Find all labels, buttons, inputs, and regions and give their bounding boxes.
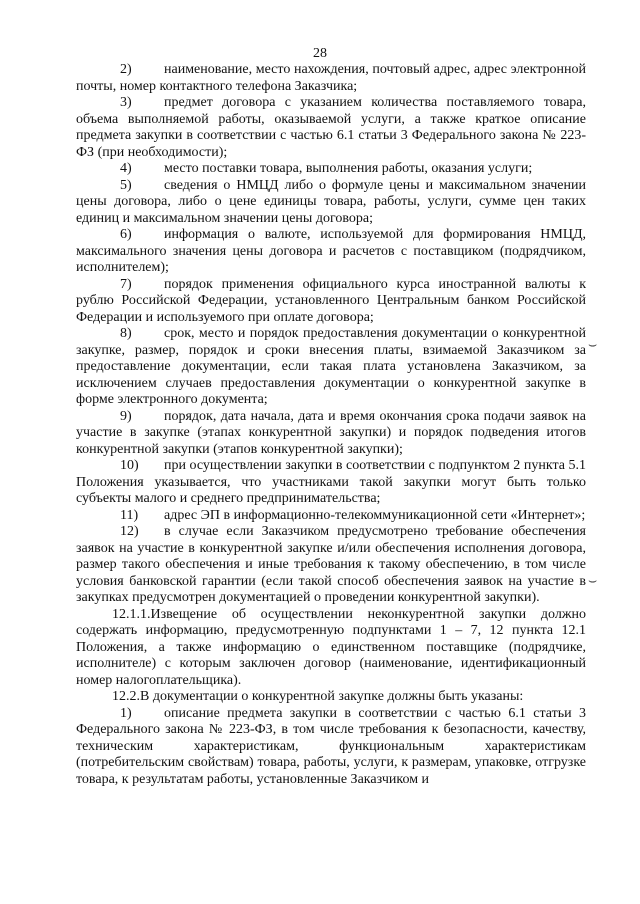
list-item xyxy=(76,178,586,228)
list-item xyxy=(76,277,586,327)
list-item xyxy=(76,508,586,525)
list-item xyxy=(76,161,586,178)
list-item xyxy=(76,458,586,508)
list-item xyxy=(76,409,586,459)
list-item-number: 11) xyxy=(120,507,139,523)
list-item-text: при осуществлении закупки в соответствии с подпунктом 2 пункта 5.1 Положения указывается, что участниками такой закупки могут быть только субъекты малого и среднего предпринимательства; xyxy=(76,458,586,506)
list-item-text: наименование, место нахождения, почтовый адрес, адрес электронной почты, номер контактного телефона Заказчика; xyxy=(76,62,586,94)
list-item-number: 10) xyxy=(120,458,139,473)
list-item-number: 9) xyxy=(120,408,132,424)
handwritten-mark: ⌣ xyxy=(588,574,598,589)
list-item-text: срок, место и порядок предоставления документации о конкурентной закупке, размер, порядок и сроки внесения платы, взимаемой Заказчиком за предоставление документации, если такая плата установлена Заказчиком, за исключением случаев предоставления документации о конкурентной закупке в форме электронного документа; xyxy=(76,326,586,407)
list-item-number: 7) xyxy=(120,276,132,292)
document-body xyxy=(76,62,586,788)
list-item xyxy=(76,62,586,95)
paragraph-12-1-1: 12.1.1.Извещение об осуществлении неконкурентной закупки должно содержать информацию, предусмотренную подпунктами 1 – 7, 12 пункта 12.1 Положения, а также информацию о единственном поставщике (подрядчике, исполнителе) с которым заключен договор (наименование, идентификационный номер налогоплательщика). xyxy=(76,606,586,688)
list-item-text: в случае если Заказчиком предусмотрено требование обеспечения заявок на участие в конкурентной закупке и/или обеспечения исполнения договора, размер такого обеспечения и иные требования к такому обеспечению, в том числе условия банковской гарантии (если такой способ обеспечения заявок на участие в закупках предусмотрен документацией о проведении конкурентной закупки). xyxy=(76,524,586,605)
list-item-number: 1) xyxy=(120,705,132,721)
list-item-text: предмет договора с указанием количества поставляемого товара, объема выполняемой работы, оказываемой услуги, а также краткое описание предмета закупки в соответствии с частью 6.1 статьи 3 Федерального закона № 223-ФЗ (при необходимости); xyxy=(76,95,586,160)
list-item xyxy=(76,326,586,409)
list-item-number: 3) xyxy=(120,95,132,110)
list-item-number: 12) xyxy=(120,524,139,539)
list-item-text: описание предмета закупки в соответствии с частью 6.1 статьи 3 Федерального закона № 223-ФЗ, в том числе требования к безопасности, качеству, техническим характеристикам, функциональным характеристикам (потребительским свойствам) товара, работы, услуги, к размерам, упаковке, отгрузке товара, к результатам работы, установленные Заказчиком и xyxy=(76,705,586,787)
page-number: 28 xyxy=(313,46,327,61)
list-item xyxy=(76,95,586,161)
handwritten-mark: ⌣ xyxy=(588,338,598,353)
list-item-text: адрес ЭП в информационно-телекоммуникационной сети «Интернет»; xyxy=(164,507,586,523)
list-item-text: информация о валюте, используемой для формирования НМЦД, максимального значения цены договора и расчетов с поставщиком (подрядчиком, исполнителем); xyxy=(76,227,586,275)
list-item-number: 8) xyxy=(120,326,132,341)
list-item-text: сведения о НМЦД либо о формуле цены и максимальном значении цены договора, либо о цене единицы товара, работы, услуги, сумме цен таких единиц и максимальном значении цены договора; xyxy=(76,177,586,226)
list-item-text: место поставки товара, выполнения работы, оказания услуги; xyxy=(164,161,533,176)
list-item xyxy=(76,227,586,277)
list-item xyxy=(76,706,586,789)
list-item xyxy=(76,524,586,607)
list-12-1 xyxy=(76,62,586,607)
list-item-number: 2) xyxy=(120,62,132,77)
list-item-number: 5) xyxy=(120,177,132,193)
list-item-text: порядок, дата начала, дата и время окончания срока подачи заявок на участие в закупке (этапах конкурентной закупки) и порядок подведения итогов конкурентной закупки (этапов конкурентной закупки); xyxy=(76,408,586,457)
paragraph-12-2: 12.2.В документации о конкурентной закупке должны быть указаны: xyxy=(112,689,524,704)
list-item-number: 4) xyxy=(120,161,132,176)
list-item-text: порядок применения официального курса иностранной валюты к рублю Российской Федерации, установленного Центральным банком Российской Федерации и используемого при оплате договора; xyxy=(76,276,586,325)
list-item-number: 6) xyxy=(120,227,132,242)
list-12-2 xyxy=(76,706,586,789)
